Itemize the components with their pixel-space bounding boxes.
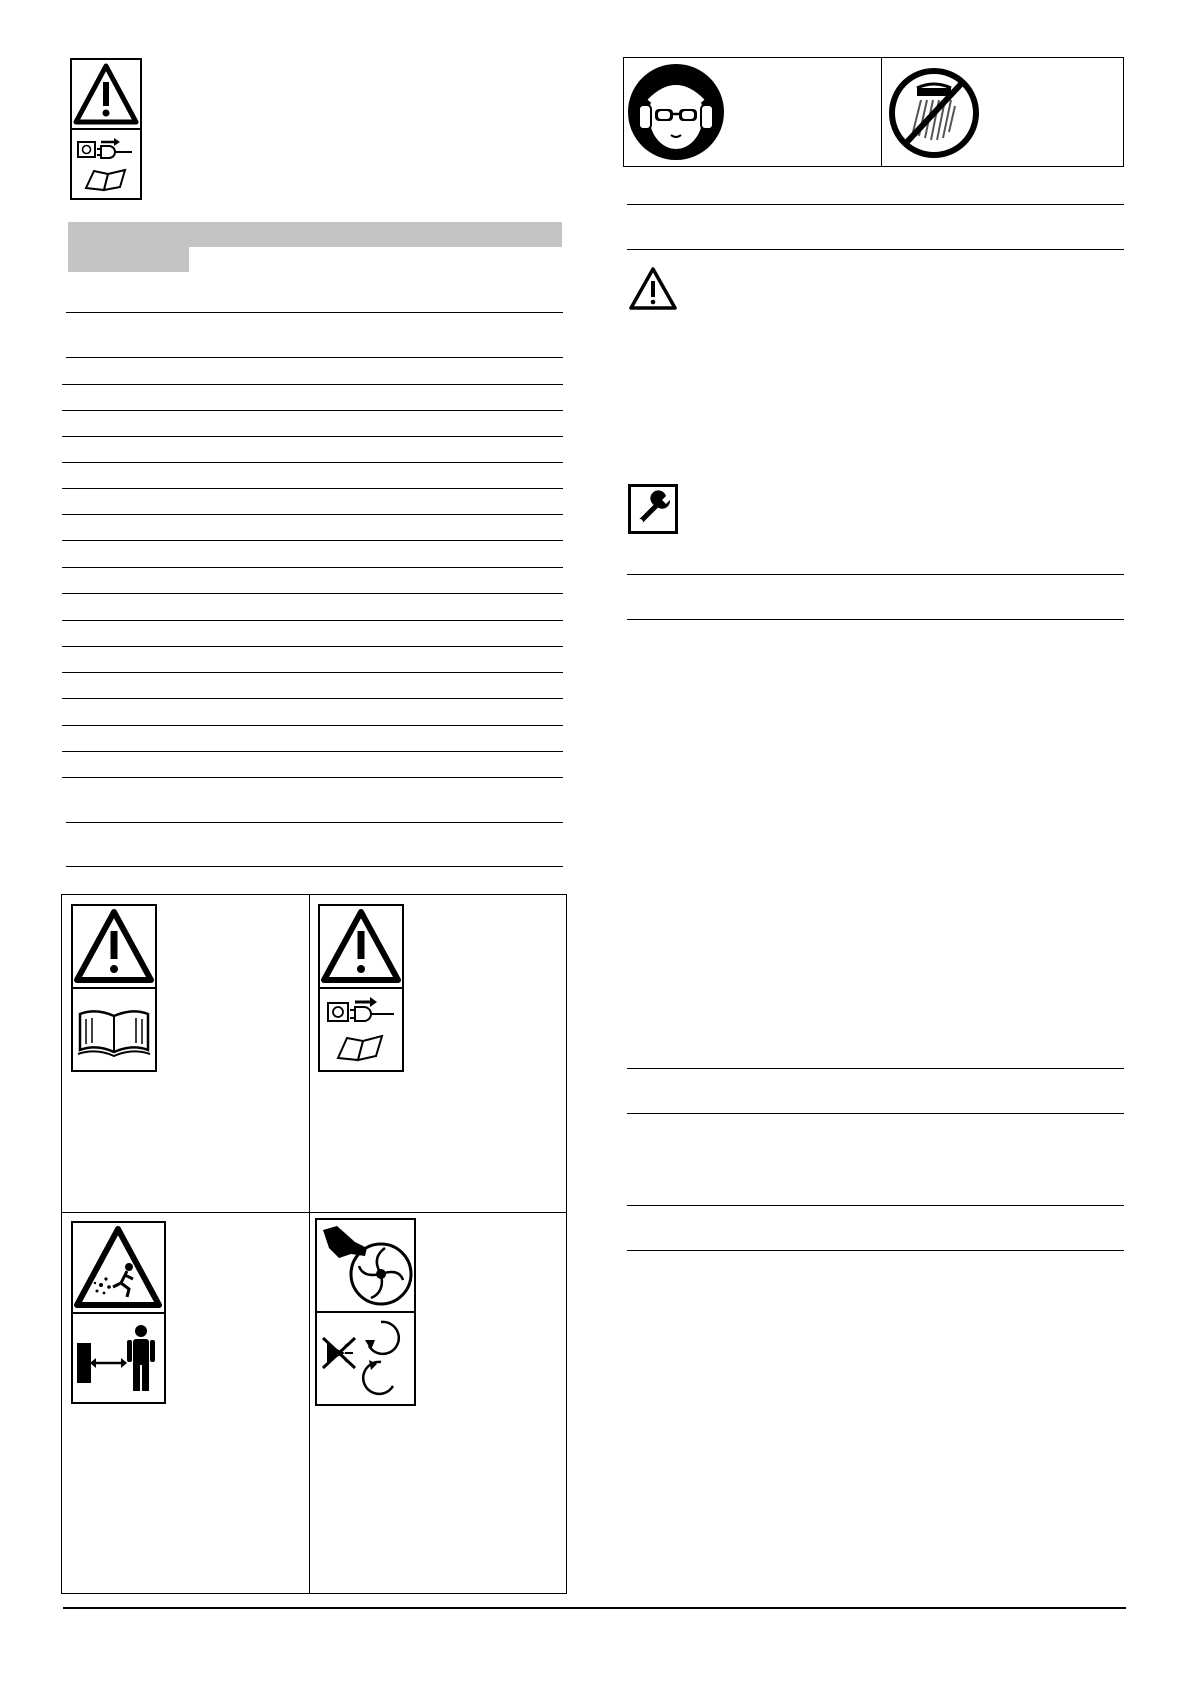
table-rule bbox=[62, 672, 563, 673]
footer-rule bbox=[63, 1607, 1126, 1609]
warning-unplug-manual-sign bbox=[70, 58, 142, 200]
highlight-bar bbox=[68, 222, 562, 247]
table-rule bbox=[62, 540, 563, 541]
wrench-icon bbox=[628, 484, 678, 534]
right-rule bbox=[627, 204, 1124, 205]
table-rule bbox=[62, 436, 563, 437]
table-rule bbox=[62, 646, 563, 647]
table-rule bbox=[62, 777, 563, 778]
grid-divider-horizontal bbox=[62, 1212, 566, 1213]
ppe-box-divider bbox=[881, 58, 882, 166]
table-rule bbox=[62, 514, 563, 515]
no-rain-icon bbox=[887, 66, 981, 160]
table-rule bbox=[62, 462, 563, 463]
warning-unplug-read-manual-icon bbox=[318, 904, 404, 1072]
right-rule bbox=[627, 1113, 1124, 1114]
right-rule bbox=[627, 619, 1124, 620]
right-rule bbox=[627, 1205, 1124, 1206]
right-rule bbox=[627, 1250, 1124, 1251]
table-rule bbox=[62, 725, 563, 726]
right-rule bbox=[627, 249, 1124, 250]
grid-divider-vertical bbox=[309, 895, 310, 1593]
warning-read-manual-icon bbox=[71, 904, 157, 1072]
table-rule bbox=[62, 751, 563, 752]
right-rule bbox=[627, 1068, 1124, 1069]
thrown-objects-keep-distance-icon bbox=[71, 1221, 166, 1404]
eye-ear-protection-icon bbox=[627, 63, 725, 161]
table-rule bbox=[66, 312, 563, 313]
table-rule bbox=[62, 410, 563, 411]
warning-icon bbox=[628, 266, 678, 311]
hand-fan-hazard-rotating-icon bbox=[315, 1218, 416, 1406]
table-rule bbox=[66, 866, 563, 867]
table-rule bbox=[62, 567, 563, 568]
table-rule bbox=[62, 384, 563, 385]
table-rule bbox=[66, 822, 563, 823]
table-rule bbox=[66, 357, 563, 358]
highlight-bar-tail bbox=[68, 247, 189, 272]
right-rule bbox=[627, 574, 1124, 575]
table-rule bbox=[62, 488, 563, 489]
table-rule bbox=[62, 698, 563, 699]
table-rule bbox=[62, 620, 563, 621]
table-rule bbox=[62, 593, 563, 594]
